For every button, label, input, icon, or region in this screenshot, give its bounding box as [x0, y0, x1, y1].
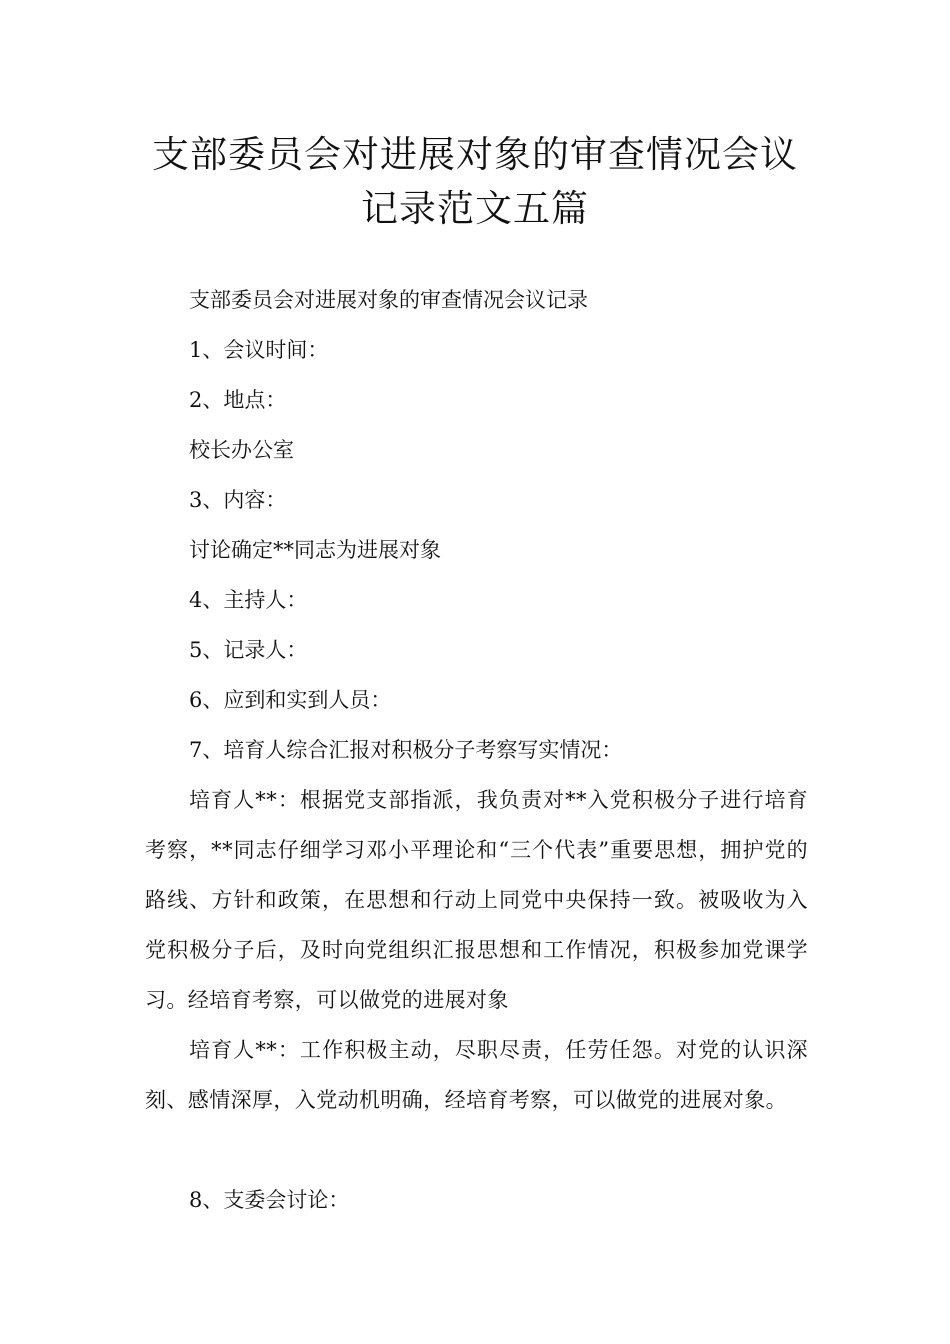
location-value: 校长办公室 [189, 438, 294, 462]
item-meeting-time: 1、会议时间： [189, 338, 329, 362]
item-content: 3、内容： [189, 488, 287, 512]
item-recorder: 5、记录人： [189, 638, 308, 662]
item-committee-discussion: 8、支委会讨论： [189, 1188, 350, 1212]
content-value: 讨论确定**同志为进展对象 [189, 538, 441, 562]
item-location: 2、地点： [189, 388, 287, 412]
mentor-report-paragraph-2: 培育人**：工作积极主动，尽职尽责，任劳任怨。对党的认识深刻、感情深厚，入党动机明确，经培育考察，可以做党的进展对象。 [145, 1038, 808, 1112]
document-title-line-1: 支部委员会对进展对象的审查情况会议 [152, 133, 798, 176]
mentor-report-paragraph-1: 培育人**：根据党支部指派，我负责对**入党积极分子进行培育考察，**同志仔细学习邓小平理论和“三个代表”重要思想，拥护党的路线、方针和政策，在思想和行动上同党中央保持一致。被吸收为入党积极分子后，及时向党组织汇报思想和工作情况，积极参加党课学习。经培育考察，可以做党的进展对象 [145, 788, 808, 1012]
record-heading: 支部委员会对进展对象的审查情况会议记录 [189, 288, 588, 312]
item-attendees: 6、应到和实到人员： [189, 688, 392, 712]
item-mentor-report: 7、培育人综合汇报对积极分子考察写实情况： [189, 738, 623, 762]
item-host: 4、主持人： [189, 588, 308, 612]
document-title-line-2: 记录范文五篇 [361, 187, 589, 230]
